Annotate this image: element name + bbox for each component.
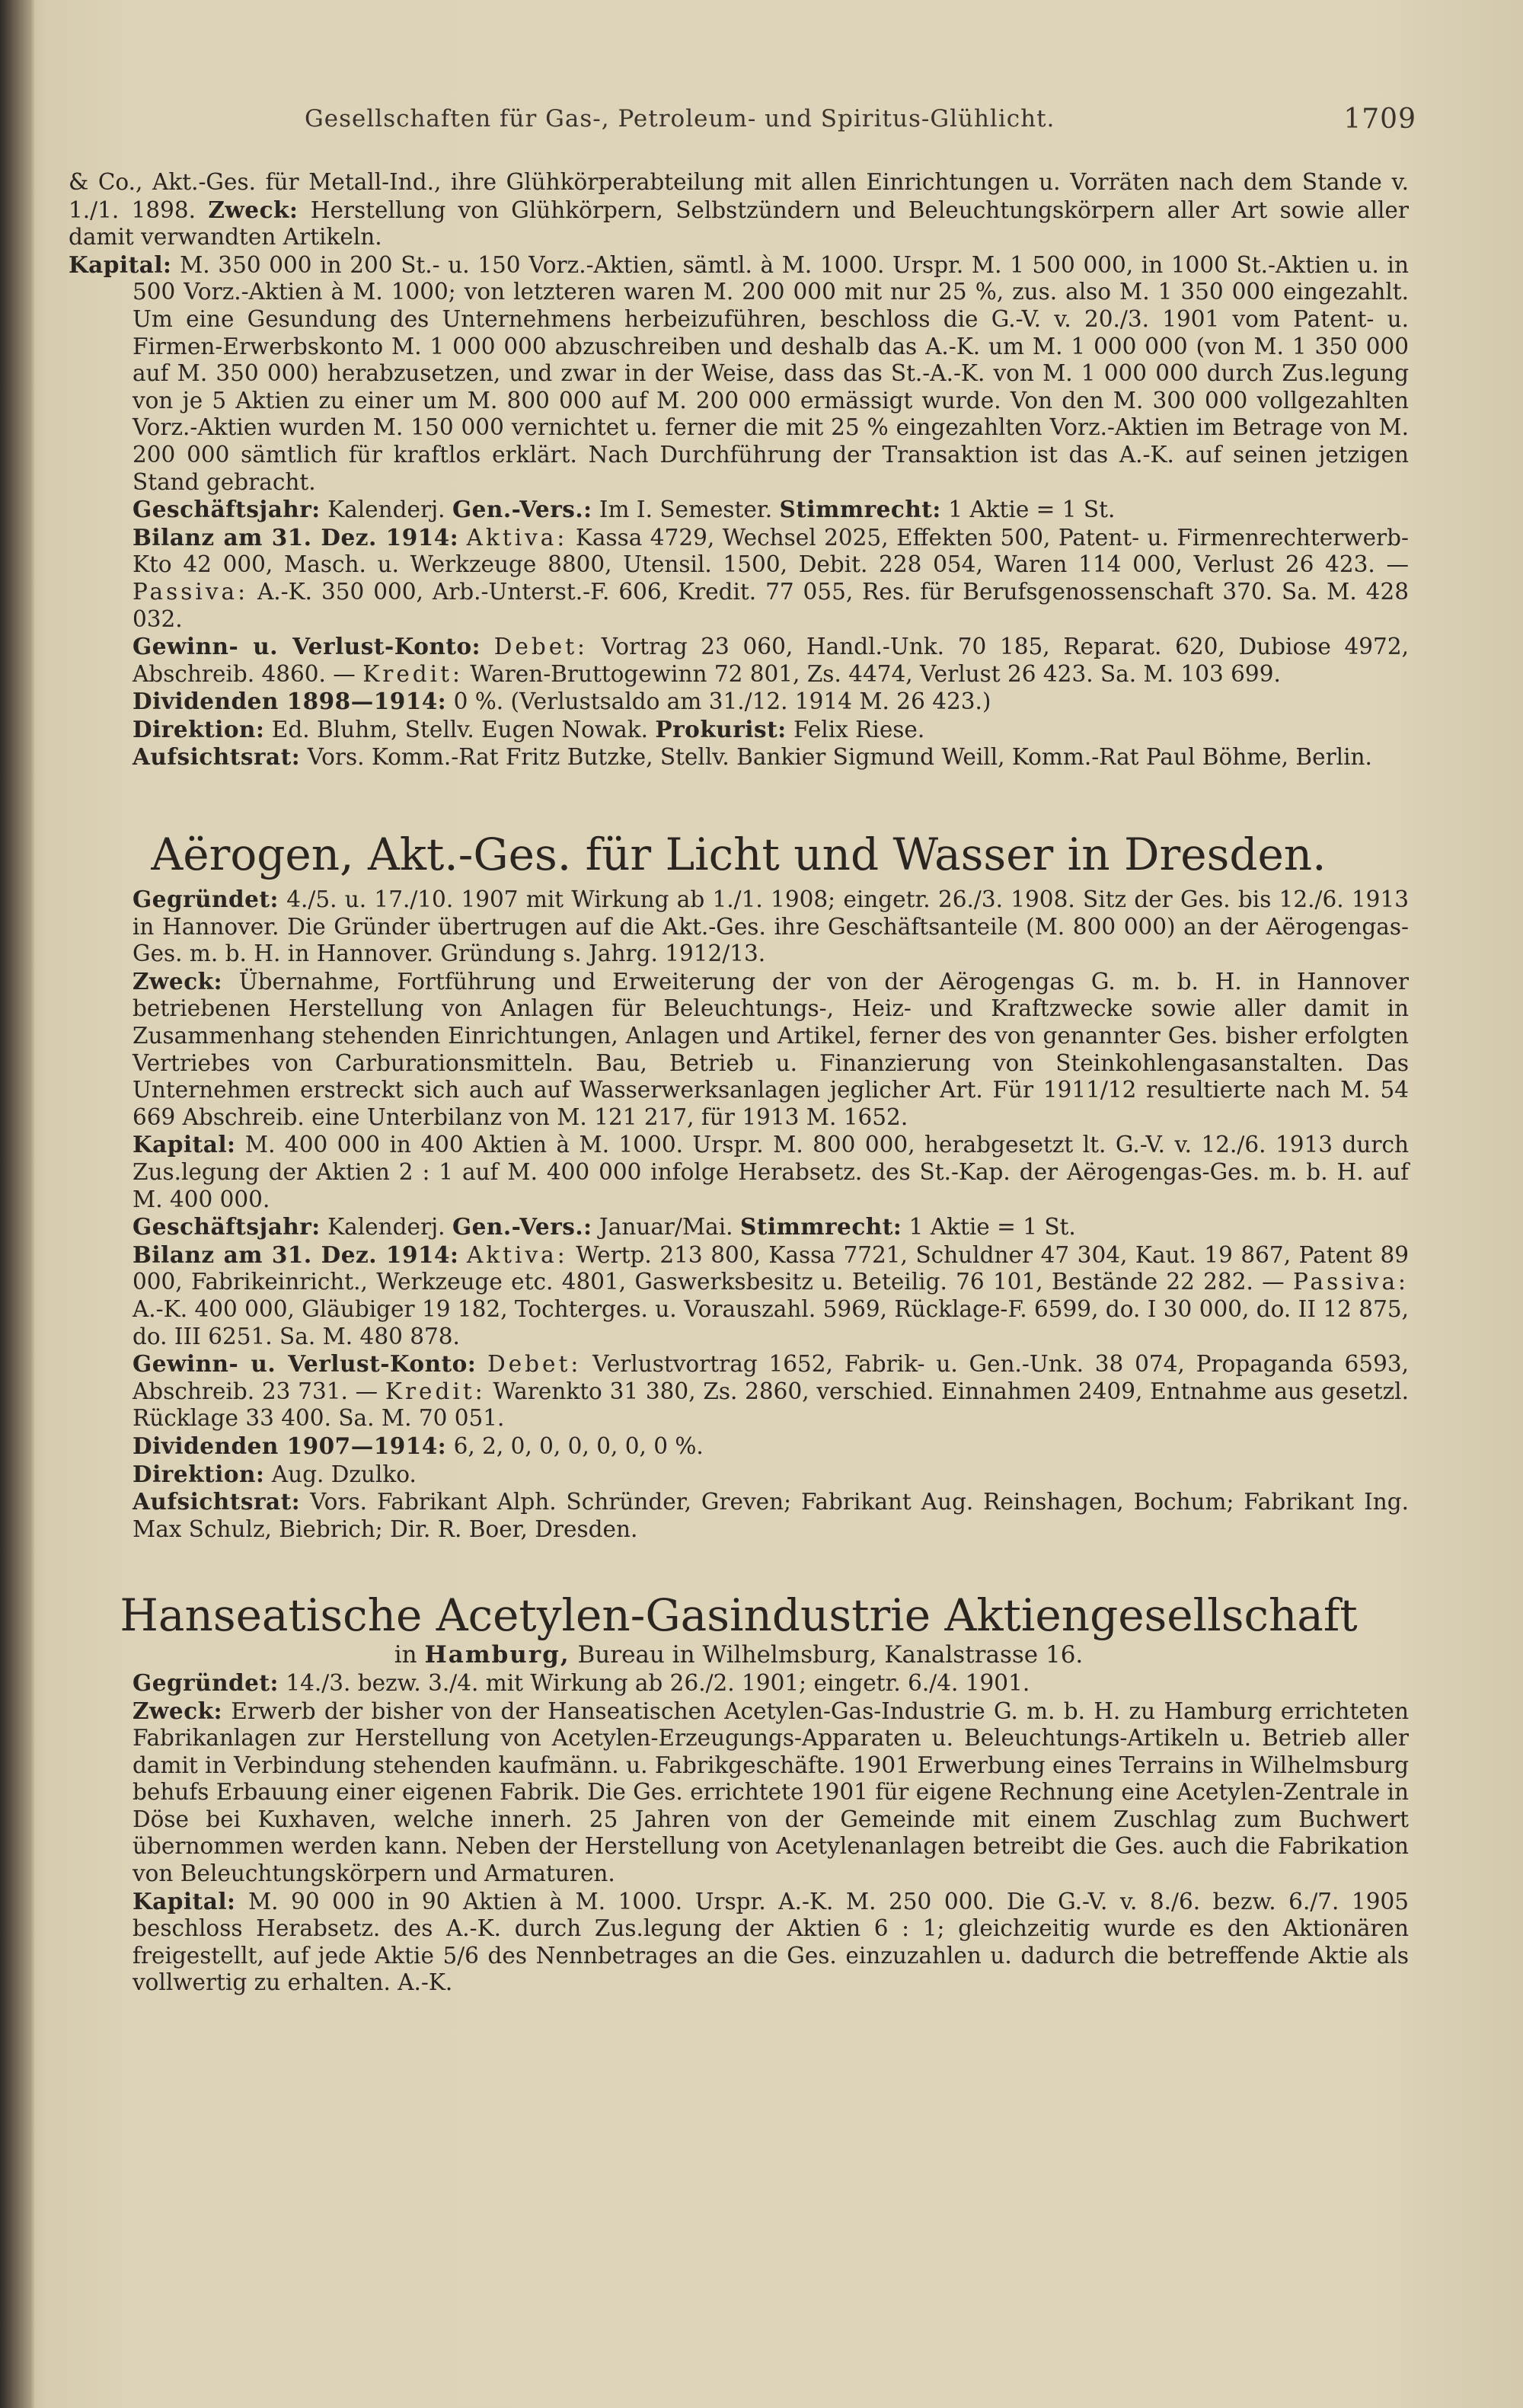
- s1-guv: Gewinn- u. Verlust-Konto: Debet: Vortrag 23 060, Handl.-Unk. 70 185, Reparat. 620, Dubiose 4972, Abschreib. 4860. — Kredit: Waren-Bruttogewinn 72 801, Zs. 4474, Verlust 26 423. Sa. M. 103 699.: [133, 633, 1409, 687]
- s1-dividenden: Dividenden 1898—1914: 0 %. (Verlustsaldo am 31./12. 1914 M. 26 423.): [133, 688, 991, 715]
- running-title: Gesellschaften für Gas-, Petroleum- und Spiritus-Glühlicht.: [305, 105, 1055, 133]
- s2-direktion: Direktion: Aug. Dzulko.: [133, 1460, 417, 1487]
- s1-bilanz: Bilanz am 31. Dez. 1914: Aktiva: Kassa 4729, Wechsel 2025, Effekten 500, Patent- u. Firmenrechterwerb-Kto 42 000, Masch. u. Werkzeuge 8800, Utensil. 1500, Debit. 228 054, Waren 114 000, Verlust 26 423. — Passiva: A.-K. 350 000, Arb.-Unterst.-F. 606, Kredit. 77 055, Res. für Berufsgenossenschaft 370. Sa. M. 428 032.: [133, 523, 1409, 632]
- page-number: 1709: [1343, 103, 1416, 135]
- s3-gegruendet: Gegründet: 14./3. bezw. 3./4. mit Wirkung ab 26./2. 1901; eingetr. 6./4. 1901.: [133, 1669, 1030, 1696]
- section2-title: Aërogen, Akt.-Ges. für Licht und Wasser in Dresden.: [151, 829, 1327, 881]
- s2-guv: Gewinn- u. Verlust-Konto: Debet: Verlustvortrag 1652, Fabrik- u. Gen.-Unk. 38 074, Propaganda 6593, Abschreib. 23 731. — Kredit: Warenkto 31 380, Zs. 2860, verschied. Einnahmen 2409, Entnahme aus gesetzl. Rücklage 33 400. Sa. M. 70 051.: [133, 1350, 1409, 1432]
- s2-bilanz: Bilanz am 31. Dez. 1914: Aktiva: Wertp. 213 800, Kassa 7721, Schuldner 47 304, Kaut. 19 867, Patent 89 000, Fabrikeinricht., Werkzeuge etc. 4801, Gaswerksbesitz u. Beteilig. 76 101, Bestände 22 282. — Passiva: A.-K. 400 000, Gläubiger 19 182, Tochterges. u. Vorauszahl. 5969, Rücklage-F. 6599, do. I 30 000, do. II 12 875, do. III 6251. Sa. M. 480 878.: [133, 1241, 1409, 1349]
- s2-kapital: Kapital: M. 400 000 in 400 Aktien à M. 1000. Urspr. M. 800 000, herabgesetzt lt. G.-V. v. 12./6. 1913 durch Zus.legung der Aktien 2 : 1 auf M. 400 000 infolge Herabsetz. des St.-Kap. der Aërogengas-Ges. m. b. H. auf M. 400 000.: [133, 1131, 1409, 1212]
- s1-kapital: Kapital: M. 350 000 in 200 St.- u. 150 Vorz.-Aktien, sämtl. à M. 1000. Urspr. M. 1 500 000, in 1000 St.-Aktien u. in 500 Vorz.-Aktien à M. 1000; von letzteren waren M. 200 000 mit nur 25 %, zus. also M. 1 350 000 eingezahlt. Um eine Gesundung des Unternehmens herbeizuführen, beschloss die G.-V. v. 20./3. 1901 vom Patent- u. Firmen-Erwerbskonto M. 1 000 000 abzuschreiben und deshalb das A.-K. um M. 1 000 000 (von M. 1 350 000 auf M. 350 000) herabzusetzen, und zwar in der Weise, dass das St.-A.-K. von M. 1 000 000 durch Zus.legung von je 5 Aktien zu einer um M. 800 000 auf M. 200 000 ermässigt wurde. Von den M. 300 000 vollgezahlten Vorz.-Aktien wurden M. 150 000 vernichtet u. ferner die mit 25 % eingezahlten Vorz.-Aktien im Betrage von M. 200 000 sämtlich für kraftlos erklärt. Nach Durchführung der Transaktion ist das A.-K. auf seinen jetzigen Stand gebracht.: [69, 251, 1409, 495]
- s2-gegruendet: Gegründet: 4./5. u. 17./10. 1907 mit Wirkung ab 1./1. 1908; eingetr. 26./3. 1908. Sitz der Ges. bis 12./6. 1913 in Hannover. Die Gründer übertrugen auf die Akt.-Ges. ihre Geschäftsanteile (M. 800 000) an der Aërogengas-Ges. m. b. H. in Hannover. Gründung s. Jahrg. 1912/13.: [133, 886, 1409, 967]
- s3-zweck: Zweck: Erwerb der bisher von der Hanseatischen Acetylen-Gas-Industrie G. m. b. H. zu Hamburg errichteten Fabrikanlagen zur Herstellung von Acetylen-Erzeugungs-Apparaten u. Beleuchtungs-Artikeln u. Betrieb aller damit in Verbindung stehenden kaufmänn. u. Fabrikgeschäfte. 1901 Erwerbung eines Terrains in Wilhelmsburg behufs Erbauung einer eigenen Fabrik. Die Ges. errichtete 1901 für eigene Rechnung eine Acetylen-Zentrale in Döse bei Kuxhaven, welche innerh. 25 Jahren von der Gemeinde mit einem Zuschlag zum Buchwert übernommen werden kann. Neben der Herstellung von Acetylenanlagen betreibt die Ges. auch die Fabrikation von Beleuchtungskörpern und Armaturen.: [133, 1697, 1409, 1887]
- s2-meta: Geschäftsjahr: Kalenderj. Gen.-Vers.: Januar/Mai. Stimmrecht: 1 Aktie = 1 St.: [133, 1213, 1076, 1241]
- s1-meta: Geschäftsjahr: Kalenderj. Gen.-Vers.: Im I. Semester. Stimmrecht: 1 Aktie = 1 St.: [133, 496, 1116, 523]
- section3-subtitle: in Hamburg, Bureau in Wilhelmsburg, Kanalstrasse 16.: [394, 1641, 1084, 1669]
- s2-zweck: Zweck: Übernahme, Fortführung und Erweiterung der von der Aërogengas G. m. b. H. in Hannover betriebenen Herstellung von Anlagen für Beleuchtungs-, Heiz- und Kraftzwecke sowie aller damit in Zusammenhang stehenden Einrichtungen, Anlagen und Artikel, ferner des von genannter Ges. bisher erfolgten Vertriebes von Carburationsmitteln. Bau, Betrieb u. Finanzierung von Steinkohlengasanstalten. Das Unternehmen erstreckt sich auch auf Wasserwerksanlagen jeglicher Art. Für 1911/12 resultierte nach M. 54 669 Abschreib. eine Unterbilanz von M. 121 217, für 1913 M. 1652.: [133, 967, 1409, 1130]
- s3-kapital: Kapital: M. 90 000 in 90 Aktien à M. 1000. Urspr. A.-K. M. 250 000. Die G.-V. v. 8./6. bezw. 6./7. 1905 beschloss Herabsetz. des A.-K. durch Zus.legung der Aktien 6 : 1; gleichzeitig wurde es den Aktionären freigestellt, auf jede Aktie 5/6 des Nennbetrages an die Ges. einzuzahlen u. dadurch die betreffende Aktie als vollwertig zu erhalten. A.-K.: [133, 1887, 1409, 1996]
- page-content: [69, 169, 1409, 1997]
- s1-aufsichtsrat: Aufsichtsrat: Vors. Komm.-Rat Fritz Butzke, Stellv. Bankier Sigmund Weill, Komm.-Rat Paul Böhme, Berlin.: [133, 743, 1372, 771]
- s2-aufsichtsrat: Aufsichtsrat: Vors. Fabrikant Alph. Schründer, Greven; Fabrikant Aug. Reinshagen, Bochum; Fabrikant Ing. Max Schulz, Biebrich; Dir. R. Boer, Dresden.: [133, 1488, 1409, 1542]
- s1-intro: & Co., Akt.-Ges. für Metall-Ind., ihre Glühkörperabteilung mit allen Einrichtungen u. Vorräten nach dem Stande v. 1./1. 1898. Zweck: Herstellung von Glühkörpern, Selbstzündern und Beleuchtungskörpern aller Art sowie aller damit verwandten Artikeln.: [69, 169, 1409, 251]
- s1-direktion: Direktion: Ed. Bluhm, Stellv. Eugen Nowak. Prokurist: Felix Riese.: [133, 715, 925, 743]
- s2-dividenden: Dividenden 1907—1914: 6, 2, 0, 0, 0, 0, 0, 0 %.: [133, 1432, 704, 1459]
- page-binding-edge: [0, 0, 35, 2408]
- section3-title: Hanseatische Acetylen-Gasindustrie Aktiengesellschaft: [120, 1589, 1358, 1642]
- running-header: [305, 96, 1416, 142]
